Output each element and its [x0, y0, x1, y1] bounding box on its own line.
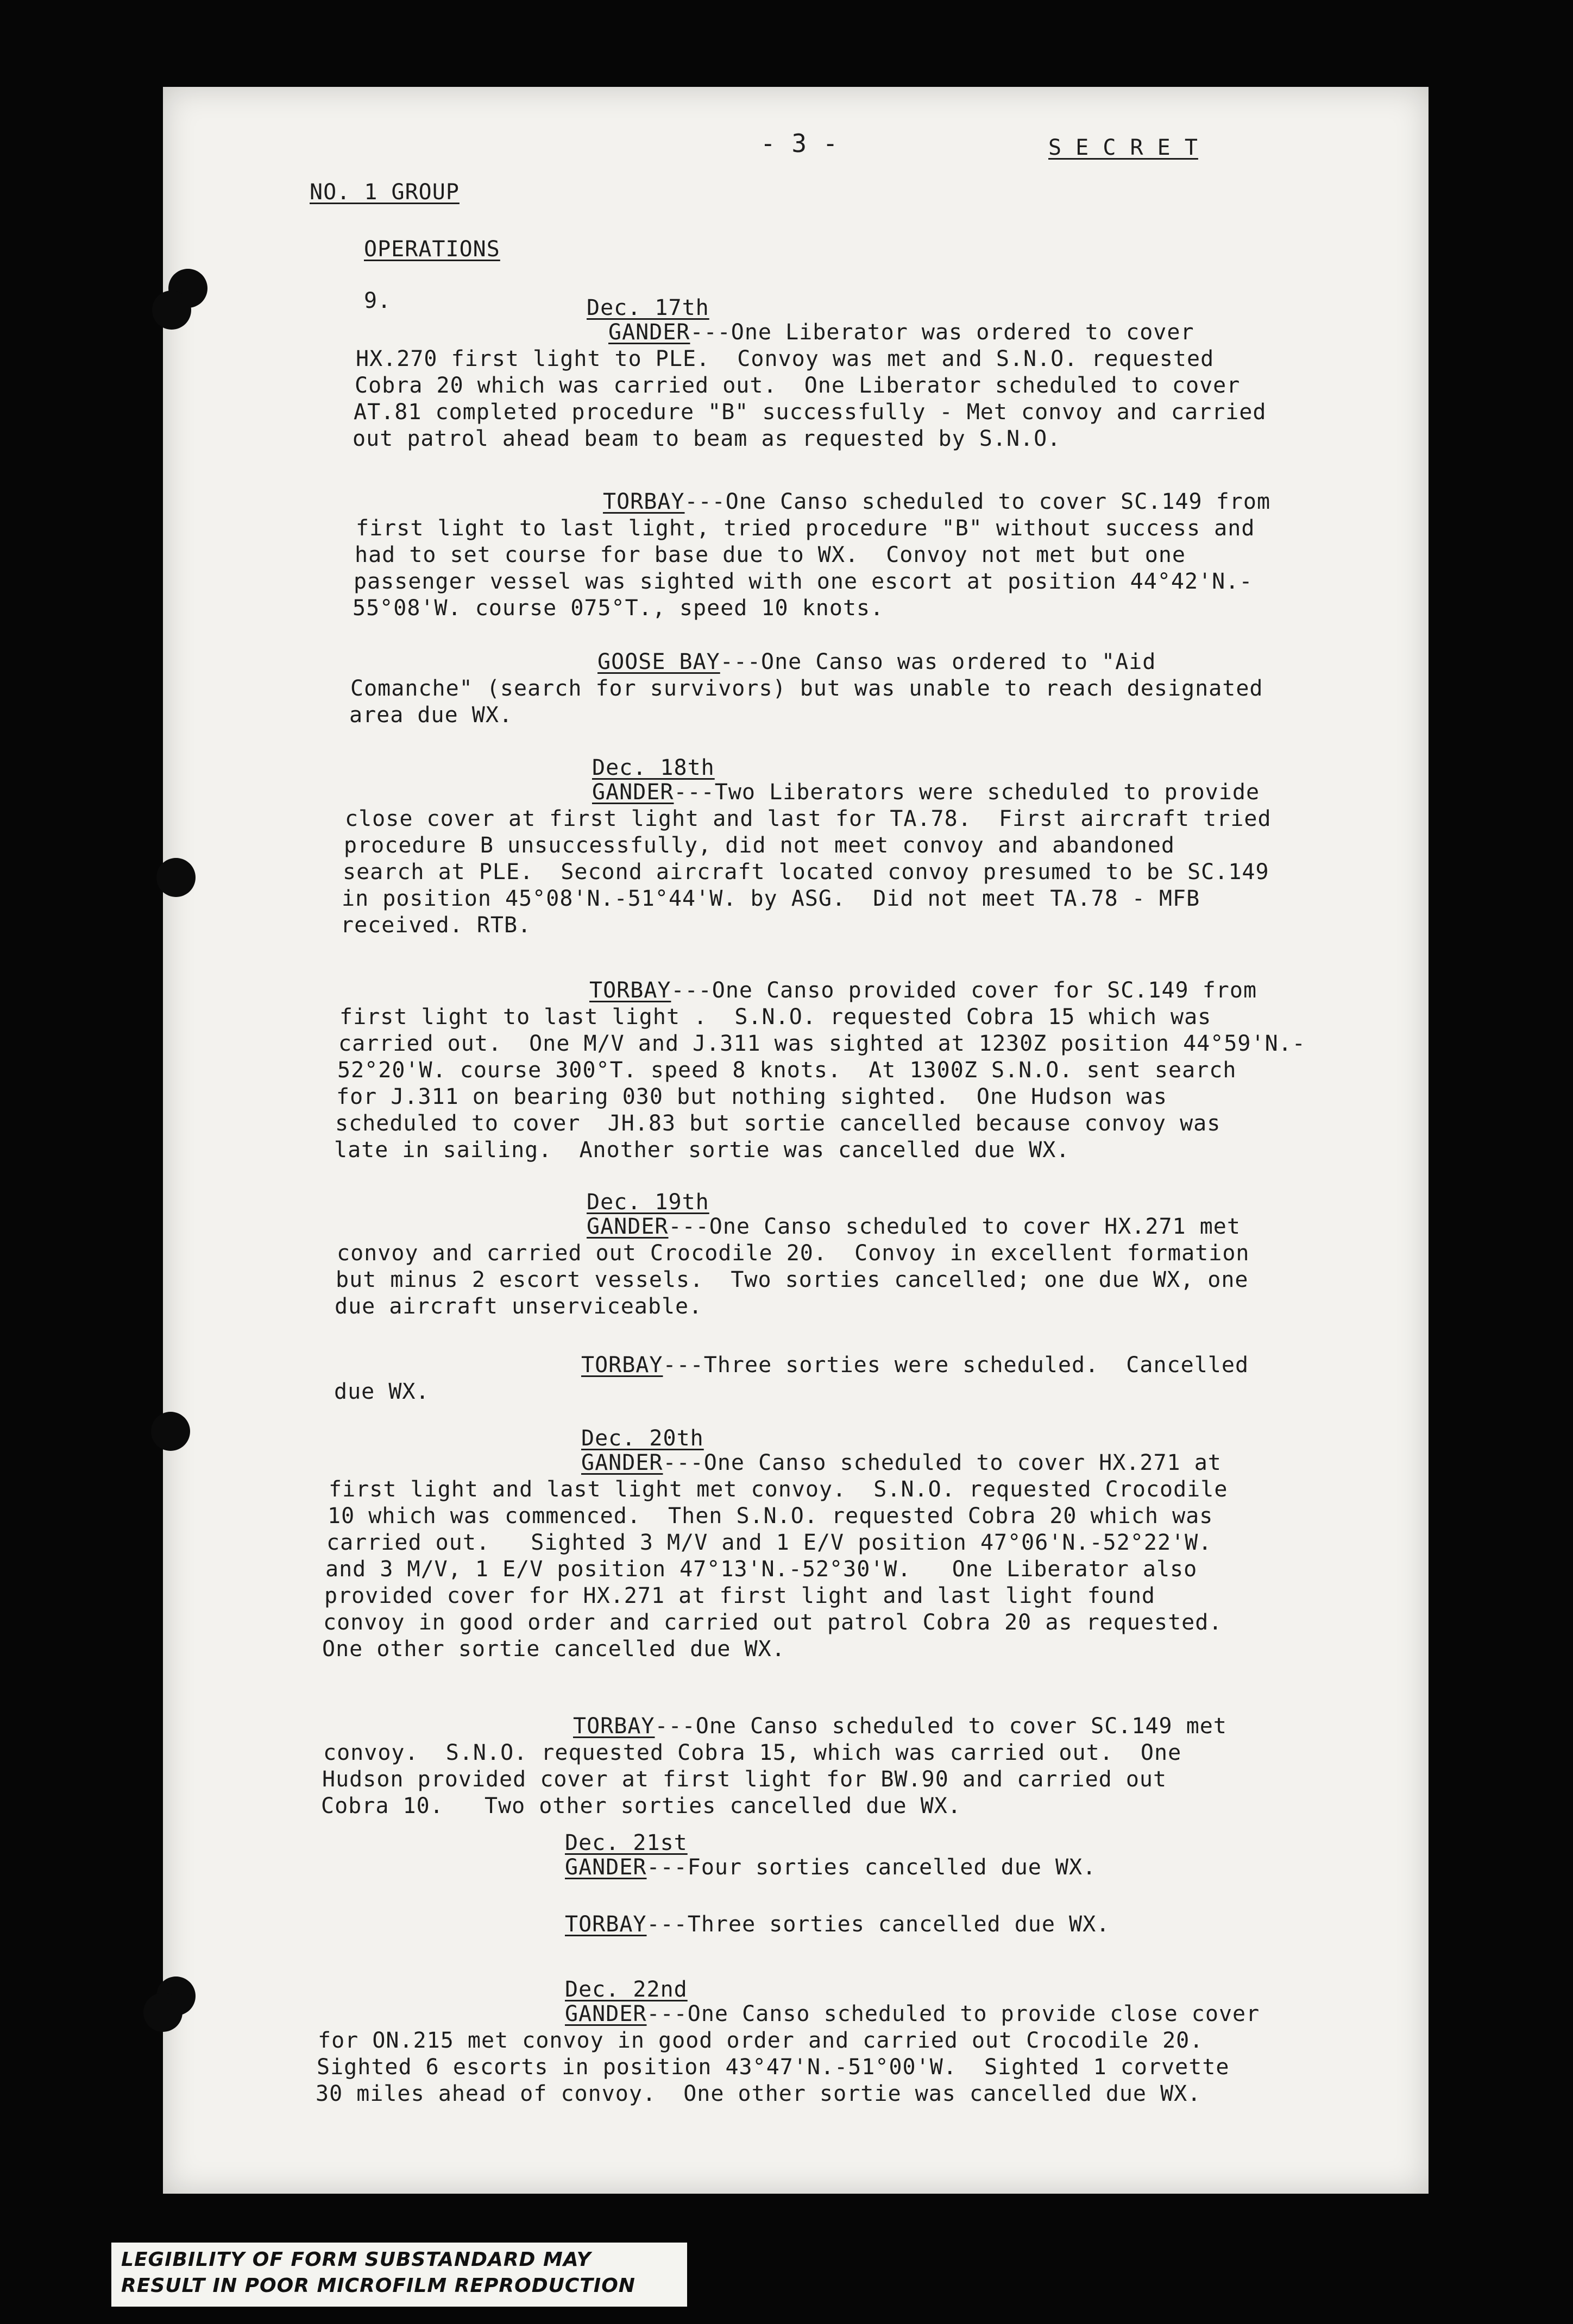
entry-text-line: convoy and carried out Crocodile 20. Convoy in excellent formation — [337, 1241, 1250, 1266]
entry-first-line — [573, 1713, 1227, 1739]
entry-text-line: AT.81 completed procedure "B" successfully - Met convoy and carried — [354, 400, 1267, 425]
document-page — [163, 87, 1429, 2194]
station-name: GANDER — [608, 320, 690, 345]
entry-text-line: in position 45°08'N.-51°44'W. by ASG. Did not meet TA.78 - MFB — [342, 886, 1200, 911]
date-heading: Dec. 18th — [592, 755, 715, 780]
date-heading: Dec. 22nd — [565, 1977, 688, 2002]
entry-text-line: first light to last light, tried procedure "B" without success and — [356, 516, 1255, 541]
entry-text-line: due WX. — [334, 1379, 430, 1404]
entry-text-line: search at PLE. Second aircraft located convoy presumed to be SC.149 — [343, 860, 1269, 885]
entry-text-line: but minus 2 escort vessels. Two sorties cancelled; one due WX, one — [336, 1267, 1249, 1292]
entry-lead-text: ---One Canso scheduled to cover SC.149 from — [684, 489, 1271, 514]
station-name: TORBAY — [589, 978, 671, 1003]
entry-text-line: 10 which was commenced. Then S.N.O. requested Cobra 20 which was — [328, 1504, 1213, 1529]
entry-first-line — [592, 779, 1260, 805]
entry-text-line: provided cover for HX.271 at first light and last light found — [324, 1583, 1156, 1608]
date-heading: Dec. 20th — [581, 1426, 704, 1451]
date-heading: Dec. 17th — [587, 295, 709, 320]
entry-lead-text: ---Four sorties cancelled due WX. — [646, 1855, 1097, 1880]
entry-first-line — [597, 649, 1156, 675]
entry-text-line: Comanche" (search for survivors) but was unable to reach designated — [350, 676, 1263, 701]
entry-lead-text: ---One Canso provided cover for SC.149 from — [671, 978, 1257, 1003]
station-name: TORBAY — [603, 489, 685, 514]
station-name: TORBAY — [581, 1353, 663, 1378]
entry-text-line: Cobra 20 which was carried out. One Liberator scheduled to cover — [355, 373, 1241, 398]
entry-first-line — [565, 1911, 1110, 1937]
entry-text-line: 55°08'W. course 075°T., speed 10 knots. — [353, 596, 884, 621]
entry-lead-text: ---One Canso scheduled to cover HX.271 met — [668, 1214, 1241, 1239]
entry-text-line: area due WX. — [349, 703, 513, 728]
entry-lead-text: ---One Canso scheduled to cover HX.271 at — [663, 1450, 1222, 1475]
entry-first-line — [581, 1352, 1249, 1378]
entry-text-line: procedure B unsuccessfully, did not meet convoy and abandoned — [344, 833, 1175, 858]
entry-lead-text: ---One Liberator was ordered to cover — [690, 320, 1194, 345]
date-heading: Dec. 19th — [587, 1190, 709, 1215]
entry-first-line — [608, 319, 1194, 345]
entry-text-line: Sighted 6 escorts in position 43°47'N.-51°00'W. Sighted 1 corvette — [317, 2055, 1230, 2080]
entry-lead-text: ---One Canso scheduled to cover SC.149 met — [655, 1714, 1227, 1739]
station-name: GANDER — [565, 1855, 647, 1880]
entry-text-line: late in sailing. Another sortie was cancelled due WX. — [334, 1138, 1070, 1163]
entry-text-line: carried out. Sighted 3 M/V and 1 E/V position 47°06'N.-52°22'W. — [326, 1530, 1212, 1555]
entry-first-line — [581, 1450, 1222, 1476]
section-mark: 9. — [364, 288, 392, 313]
entry-text-line: convoy in good order and carried out patrol Cobra 20 as requested. — [323, 1610, 1223, 1635]
entry-text-line: One other sortie cancelled due WX. — [322, 1637, 785, 1662]
station-name: GANDER — [587, 1214, 669, 1239]
entry-text-line: due aircraft unserviceable. — [335, 1294, 703, 1319]
legibility-note-line: LEGIBILITY OF FORM SUBSTANDARD MAY — [121, 2249, 592, 2271]
entry-text-line: had to set course for base due to WX. Convoy not met but one — [355, 542, 1186, 567]
section-title: OPERATIONS — [364, 237, 500, 262]
entry-text-line: scheduled to cover JH.83 but sortie cancelled because convoy was — [335, 1111, 1221, 1136]
station-name: TORBAY — [565, 1912, 647, 1937]
date-heading: Dec. 21st — [565, 1830, 688, 1855]
entry-lead-text: ---One Canso scheduled to provide close cover — [646, 2001, 1260, 2026]
entry-text-line: HX.270 first light to PLE. Convoy was met and S.N.O. requested — [356, 346, 1215, 371]
station-name: GANDER — [592, 780, 674, 805]
entry-text-line: for ON.215 met convoy in good order and carried out Crocodile 20. — [318, 2028, 1204, 2053]
entry-lead-text: ---Two Liberators were scheduled to provide — [674, 780, 1260, 805]
entry-text-line: 52°20'W. course 300°T. speed 8 knots. At 1300Z S.N.O. sent search — [337, 1058, 1237, 1083]
entry-first-line — [565, 2001, 1260, 2027]
entry-first-line — [589, 977, 1257, 1003]
entry-text-line: for J.311 on bearing 030 but nothing sighted. One Hudson was — [336, 1084, 1168, 1109]
entry-lead-text: ---One Canso was ordered to "Aid — [720, 649, 1156, 674]
entry-first-line — [603, 489, 1270, 515]
entry-text-line: passenger vessel was sighted with one escort at position 44°42'N.- — [354, 569, 1253, 594]
microfilm-legibility-note — [111, 2243, 687, 2307]
entry-first-line — [587, 1214, 1241, 1240]
legibility-note-line: RESULT IN POOR MICROFILM REPRODUCTION — [121, 2275, 636, 2297]
entry-first-line — [565, 1854, 1096, 1880]
entry-text-line: convoy. S.N.O. requested Cobra 15, which was carried out. One — [323, 1740, 1182, 1765]
entry-text-line: 30 miles ahead of convoy. One other sortie was cancelled due WX. — [316, 2081, 1201, 2106]
document-body — [163, 87, 1429, 2194]
station-name: GANDER — [581, 1450, 663, 1475]
entry-text-line: and 3 M/V, 1 E/V position 47°13'N.-52°30'W. One Liberator also — [325, 1557, 1198, 1582]
station-name: TORBAY — [573, 1714, 655, 1739]
station-name: GOOSE BAY — [597, 649, 720, 674]
entry-lead-text: ---Three sorties cancelled due WX. — [646, 1912, 1110, 1937]
entry-text-line: Hudson provided cover at first light for BW.90 and carried out — [322, 1767, 1167, 1792]
entry-text-line: first light and last light met convoy. S.N.O. requested Crocodile — [329, 1477, 1228, 1502]
entry-text-line: close cover at first light and last for TA.78. First aircraft tried — [345, 806, 1272, 831]
entry-text-line: Cobra 10. Two other sorties cancelled due WX. — [321, 1793, 961, 1818]
station-name: GANDER — [565, 2001, 647, 2026]
page-number: - 3 - — [760, 129, 839, 158]
entry-text-line: received. RTB. — [341, 913, 532, 938]
group-title: NO. 1 GROUP — [310, 180, 460, 205]
entry-text-line: carried out. One M/V and J.311 was sighted at 1230Z position 44°59'N.- — [338, 1031, 1306, 1056]
entry-lead-text: ---Three sorties were scheduled. Cancelled — [663, 1353, 1249, 1378]
classification-label: S E C R E T — [1048, 135, 1198, 160]
entry-text-line: first light to last light . S.N.O. requested Cobra 15 which was — [339, 1005, 1212, 1030]
entry-text-line: out patrol ahead beam to beam as requested by S.N.O. — [353, 426, 1061, 451]
